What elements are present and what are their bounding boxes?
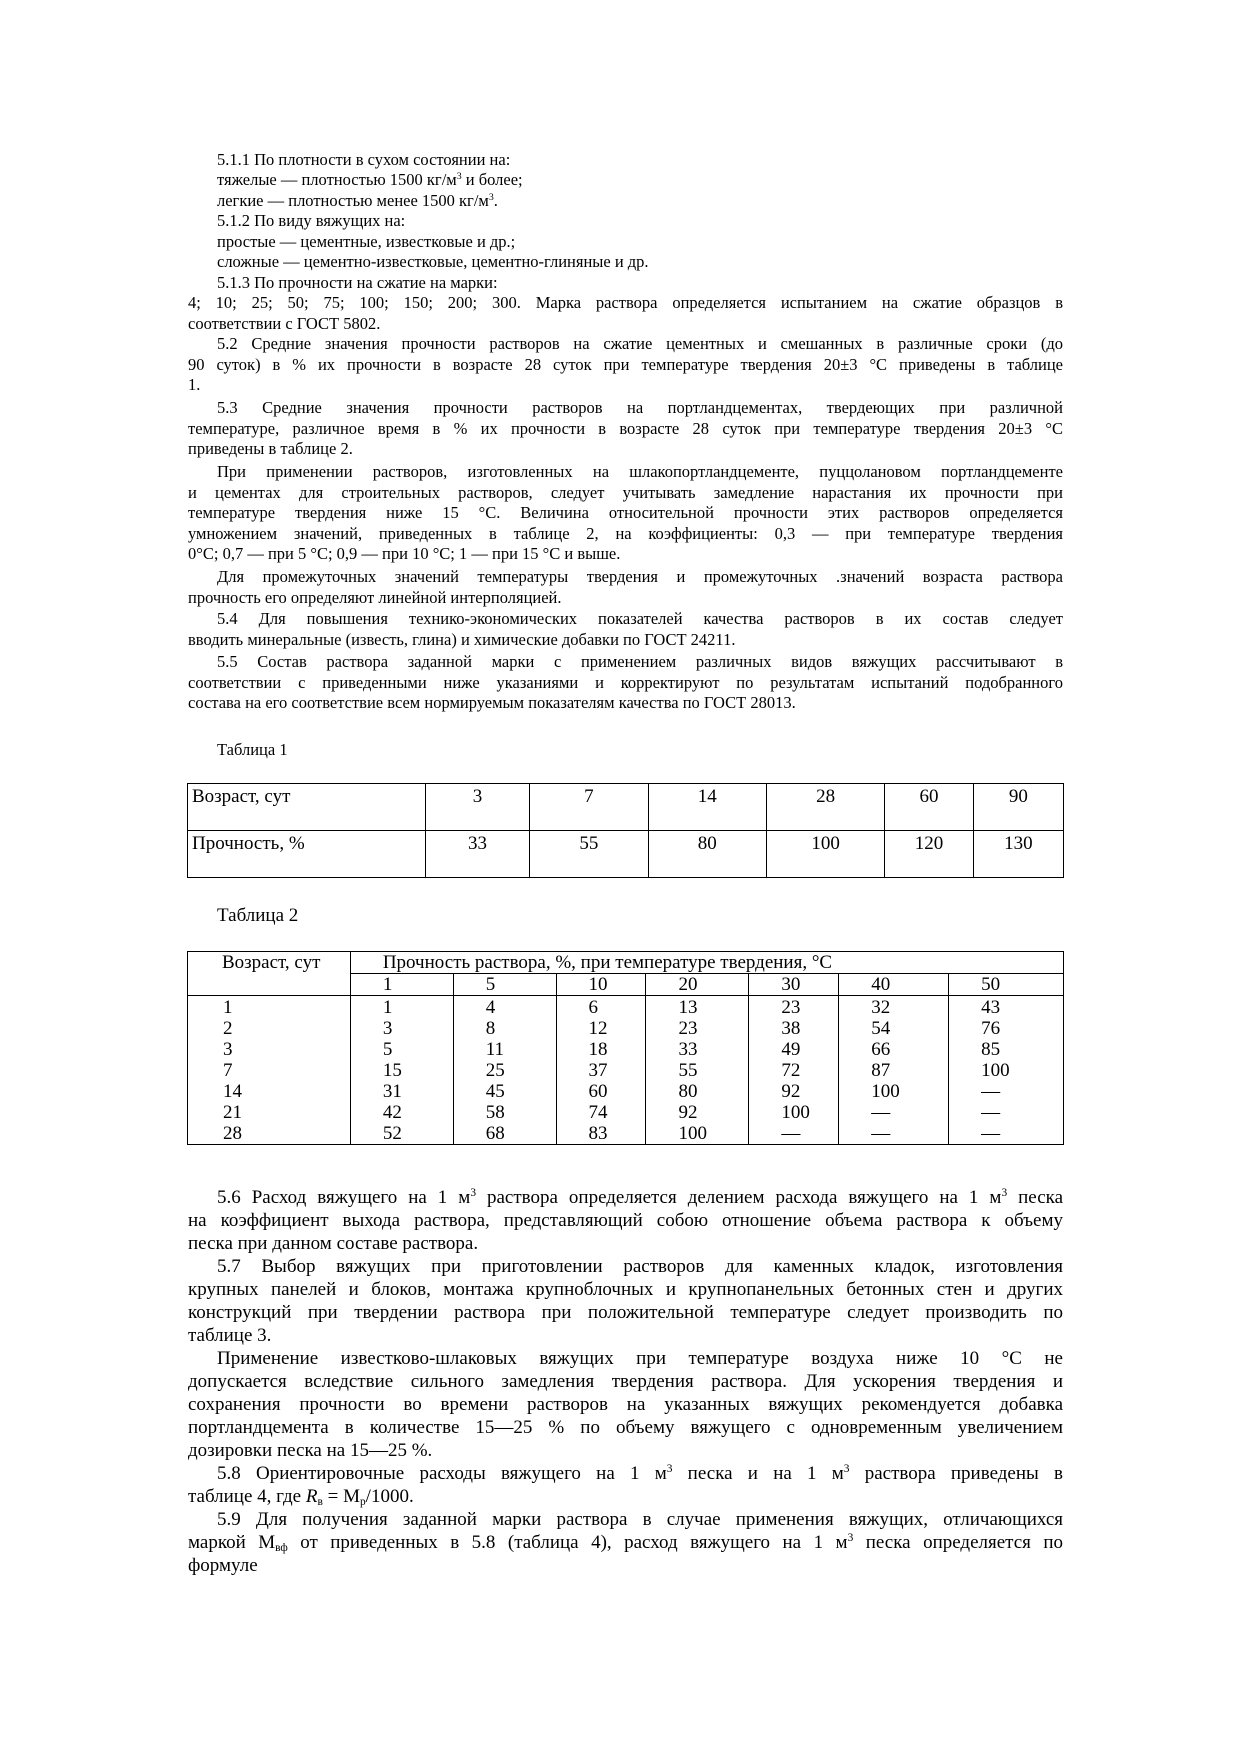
table-cell: 58 [453, 1102, 556, 1123]
table-cell: 43 [949, 996, 1064, 1019]
table-cell: 100 [839, 1081, 949, 1102]
clause-5-1-3: 5.1.3 По прочности на сжатие на марки: [217, 273, 498, 292]
table-cell: 100 [646, 1123, 749, 1145]
table-cell: 33 [646, 1039, 749, 1060]
paragraph-5-3: 5.3 Средние значения прочности растворов на портландцементах, твердеющих при различной температуре, различное время в % их прочности в возрасте 28 суток при температуре твердения 20±3 °С приведены в таблице 2. [188, 398, 1063, 458]
table-cell: 45 [453, 1081, 556, 1102]
table-cell: 87 [839, 1060, 949, 1081]
age-cell: 21 [188, 1102, 351, 1123]
age-cell: 28 [188, 1123, 351, 1145]
table-row [188, 1060, 1064, 1081]
table-cell: 23 [646, 1018, 749, 1039]
row-label-strength: Прочность, % [188, 831, 426, 878]
table-cell: 13 [646, 996, 749, 1019]
table-cell: 38 [749, 1018, 839, 1039]
table-cell: 31 [350, 1081, 453, 1102]
table-cell: — [949, 1123, 1064, 1145]
table-row [188, 1123, 1064, 1145]
table-cell: 80 [648, 831, 766, 878]
table-cell: 5 [350, 1039, 453, 1060]
table-cell: 3 [425, 784, 529, 831]
paragraph-lime-slag: Применение известково-шлаковых вяжущих при температуре воздуха ниже 10 °С не допускается вследствие сильного замедления твердения раствора. Для ускорения твердения и сохранения прочности во времени растворов на указанных вяжущих рекомендуется добавка портландцемента в количестве 15—25 % по объему вяжущего с одновременным увеличением дозировки песка на 15—25 %. [188, 1348, 1063, 1461]
table-cell: 7 [530, 784, 648, 831]
table-cell: — [949, 1102, 1064, 1123]
paragraph-5-2: 5.2 Средние значения прочности растворов на сжатие цементных и смешанных в различные сроки (до 90 суток) в % их прочности в возрасте 28 суток при температуре твердения 20±3 °С приведены в таблице 1. [188, 334, 1063, 394]
table-cell: 12 [556, 1018, 646, 1039]
table-cell: 100 [749, 1102, 839, 1123]
table-cell: 14 [648, 784, 766, 831]
table-cell: 52 [350, 1123, 453, 1145]
table-cell: 60 [556, 1081, 646, 1102]
table-row [188, 831, 1064, 878]
age-cell: 1 [188, 996, 351, 1019]
table2-caption: Таблица 2 [217, 905, 299, 926]
row-label-age: Возраст, сут [188, 784, 426, 831]
header-temp-cell: 1 [350, 974, 453, 996]
paragraph-5-6: 5.6 Расход вяжущего на 1 $м^3$ раствора определяется делением расхода вяжущего на 1 $м^3$ песка на коэффициент выхода раствора, представляющий собою отношение объема раствора к объему песка при данном составе раствора. [188, 1187, 1064, 1254]
table-cell: — [839, 1123, 949, 1145]
table-cell: 28 [766, 784, 884, 831]
table-cell: 23 [749, 996, 839, 1019]
table-cell: 100 [766, 831, 884, 878]
header-strength: Прочность раствора, %, при температуре твердения, °С [350, 952, 1063, 974]
table-cell: 83 [556, 1123, 646, 1145]
table-row [188, 996, 1064, 1019]
header-temp-cell: 50 [949, 974, 1064, 996]
table-cell: 74 [556, 1102, 646, 1123]
table-cell: 1 [350, 996, 453, 1019]
paragraph-slag-cement: При применении растворов, изготовленных на шлакопортландцементе, пуццолановом портландцементе и цементах для строительных растворов, следует учитывать замедление нарастания их прочности при температуре твердения ниже 15 °С. Величина относительной прочности этих растворов определяется умножением значений, приведенных в таблице 2, на коэффициенты: 0,3 — при температуре твердения 0°С; 0,7 — при 5 °С; 0,9 — при 10 °С; 1 — при 15 °С и выше. [188, 462, 1063, 563]
paragraph-5-7: 5.7 Выбор вяжущих при приготовлении растворов для каменных кладок, изготовления крупных панелей и блоков, монтажа крупноблочных и крупнопанельных бетонных стен и других конструкций при твердении раствора при положительной температуре следует производить по таблице 3. [188, 1256, 1063, 1346]
table-cell: 42 [350, 1102, 453, 1123]
table-cell: — [949, 1081, 1064, 1102]
table-cell: 4 [453, 996, 556, 1019]
table-header-row [188, 952, 1064, 974]
table-cell: 8 [453, 1018, 556, 1039]
table-cell: 55 [530, 831, 648, 878]
table-cell: — [839, 1102, 949, 1123]
list-item-complex: сложные — цементно-известковые, цементно-глиняные и др. [217, 252, 649, 271]
header-temp-cell: 30 [749, 974, 839, 996]
paragraph-5-4: 5.4 Для повышения технико-экономических показателей качества растворов в их состав следует вводить минеральные (известь, глина) и химические добавки по ГОСТ 24211. [188, 609, 1063, 649]
table-cell: — [749, 1123, 839, 1145]
table-cell: 54 [839, 1018, 949, 1039]
table-cell: 32 [839, 996, 949, 1019]
header-temp-cell: 20 [646, 974, 749, 996]
clause-5-1-1: 5.1.1 По плотности в сухом состоянии на: [217, 150, 511, 169]
table-cell: 55 [646, 1060, 749, 1081]
table-cell: 85 [949, 1039, 1064, 1060]
age-cell: 14 [188, 1081, 351, 1102]
paragraph-5-5: 5.5 Состав раствора заданной марки с применением различных видов вяжущих рассчитывают в соответствии с приведенными ниже указаниями и корректируют по результатам испытаний подобранного состава на его соответствие всем нормируемым показателям качества по ГОСТ 28013. [188, 652, 1063, 712]
table-cell: 100 [949, 1060, 1064, 1081]
table-cell: 72 [749, 1060, 839, 1081]
table-cell: 11 [453, 1039, 556, 1060]
paragraph-5-8: 5.8 Ориентировочные расходы вяжущего на 1 $м^3$ песка и на 1 $м^3$ раствора приведены в таблице 4, где $R_в = М_р/1000$. [188, 1463, 1064, 1508]
age-cell: 3 [188, 1039, 351, 1060]
header-temp-cell: 10 [556, 974, 646, 996]
table-cell: 76 [949, 1018, 1064, 1039]
table-row [188, 1018, 1064, 1039]
table-cell: 68 [453, 1123, 556, 1145]
age-cell: 2 [188, 1018, 351, 1039]
table-cell: 130 [973, 831, 1063, 878]
clause-5-1-2: 5.1.2 По виду вяжущих на: [217, 211, 406, 230]
table-cell: 80 [646, 1081, 749, 1102]
list-item-light: легкие — плотностью менее 1500 $кг/м^3$. [217, 191, 498, 210]
table-cell: 15 [350, 1060, 453, 1081]
table1 [187, 783, 1064, 878]
header-age: Возраст, сут [188, 952, 351, 996]
table-cell: 3 [350, 1018, 453, 1039]
paragraph-5-9: 5.9 Для получения заданной марки раствора в случае применения вяжущих, отличающихся маркой $М_{вф}$ от приведенных в 5.8 (таблица 4), расход вяжущего на 1 $м^3$ песка определяется по формуле [188, 1509, 1064, 1576]
header-temp-cell: 40 [839, 974, 949, 996]
table-cell: 18 [556, 1039, 646, 1060]
paragraph-marks: 4; 10; 25; 50; 75; 100; 150; 200; 300. Марка раствора определяется испытанием на сжатие образцов в соответствии с ГОСТ 5802. [188, 293, 1063, 333]
header-temp-cell: 5 [453, 974, 556, 996]
table2 [187, 951, 1064, 1145]
table-cell: 90 [973, 784, 1063, 831]
list-item-simple: простые — цементные, известковые и др.; [217, 232, 516, 251]
table-cell: 92 [646, 1102, 749, 1123]
table-cell: 6 [556, 996, 646, 1019]
table-row [188, 1081, 1064, 1102]
table-row [188, 1039, 1064, 1060]
table-cell: 37 [556, 1060, 646, 1081]
table-cell: 92 [749, 1081, 839, 1102]
table-cell: 25 [453, 1060, 556, 1081]
table-cell: 33 [425, 831, 529, 878]
table-cell: 60 [885, 784, 973, 831]
table-row [188, 784, 1064, 831]
table-cell: 120 [885, 831, 973, 878]
table-row [188, 1102, 1064, 1123]
age-cell: 7 [188, 1060, 351, 1081]
paragraph-interpolation: Для промежуточных значений температуры твердения и промежуточных .значений возраста раствора прочность его определяют линейной интерполяцией. [188, 567, 1063, 607]
table-cell: 49 [749, 1039, 839, 1060]
table-cell: 66 [839, 1039, 949, 1060]
list-item-heavy: тяжелые — плотностью 1500 $кг/м^3$ и более; [217, 170, 523, 189]
table1-caption: Таблица 1 [217, 740, 288, 759]
